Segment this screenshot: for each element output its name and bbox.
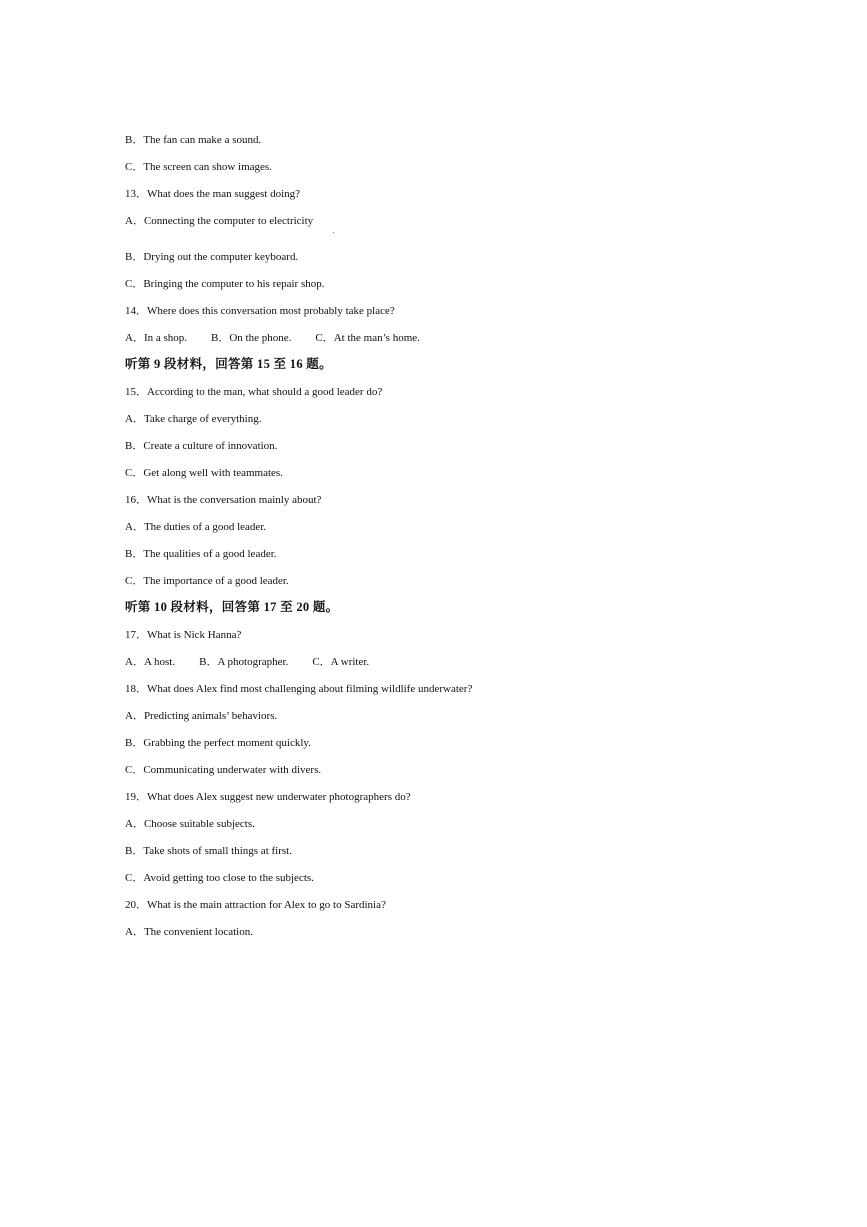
question-18: 18．What does Alex find most challenging about filming wildlife underwater? [125,683,473,695]
option-17c: C．A writer. [312,656,370,668]
option-19b: B．Take shots of small things at first. [125,845,292,857]
question-14: 14．Where does this conversation most probably take place? [125,305,395,317]
option-13c: C．Bringing the computer to his repair shop. [125,278,325,290]
options-14 [125,331,420,345]
option-14c: C．At the man’s home. [315,332,420,344]
option-20a: A．The convenient location. [125,926,253,938]
option-13a: A．Connecting the computer to electricity [125,215,314,227]
option-17b: B．A photographer. [199,656,289,668]
question-15: 15．According to the man, what should a good leader do? [125,386,383,398]
options-17 [125,655,369,669]
option-14a: A．In a shop. [125,332,188,344]
option-15c: C．Get along well with teammates. [125,467,283,479]
option-16c: C．The importance of a good leader. [125,575,289,587]
question-16: 16．What is the conversation mainly about? [125,494,322,506]
option-15b: B．Create a culture of innovation. [125,440,278,452]
option-16b: B．The qualities of a good leader. [125,548,277,560]
question-13: 13．What does the man suggest doing? [125,188,301,200]
option-19c: C．Avoid getting too close to the subjects. [125,872,314,884]
option-13b: B．Drying out the computer keyboard. [125,251,299,263]
section-heading-9: 听第 9 段材料，回答第 15 至 16 题。 [125,357,332,371]
option-18b: B．Grabbing the perfect moment quickly. [125,737,311,749]
option-12b: B．The fan can make a sound. [125,134,262,146]
option-17a: A．A host. [125,656,176,668]
section-heading-10: 听第 10 段材料，回答第 17 至 20 题。 [125,600,339,614]
option-16a: A．The duties of a good leader. [125,521,267,533]
option-15a: A．Take charge of everything. [125,413,262,425]
option-14b: B．On the phone. [211,332,292,344]
option-18c: C．Communicating underwater with divers. [125,764,322,776]
question-19: 19．What does Alex suggest new underwater photographers do? [125,791,411,803]
scan-speck [333,232,334,233]
option-12c: C．The screen can show images. [125,161,272,173]
question-17: 17．What is Nick Hanna? [125,629,242,641]
option-19a: A．Choose suitable subjects. [125,818,255,830]
option-18a: A．Predicting animals’ behaviors. [125,710,278,722]
question-20: 20．What is the main attraction for Alex to go to Sardinia? [125,899,386,911]
